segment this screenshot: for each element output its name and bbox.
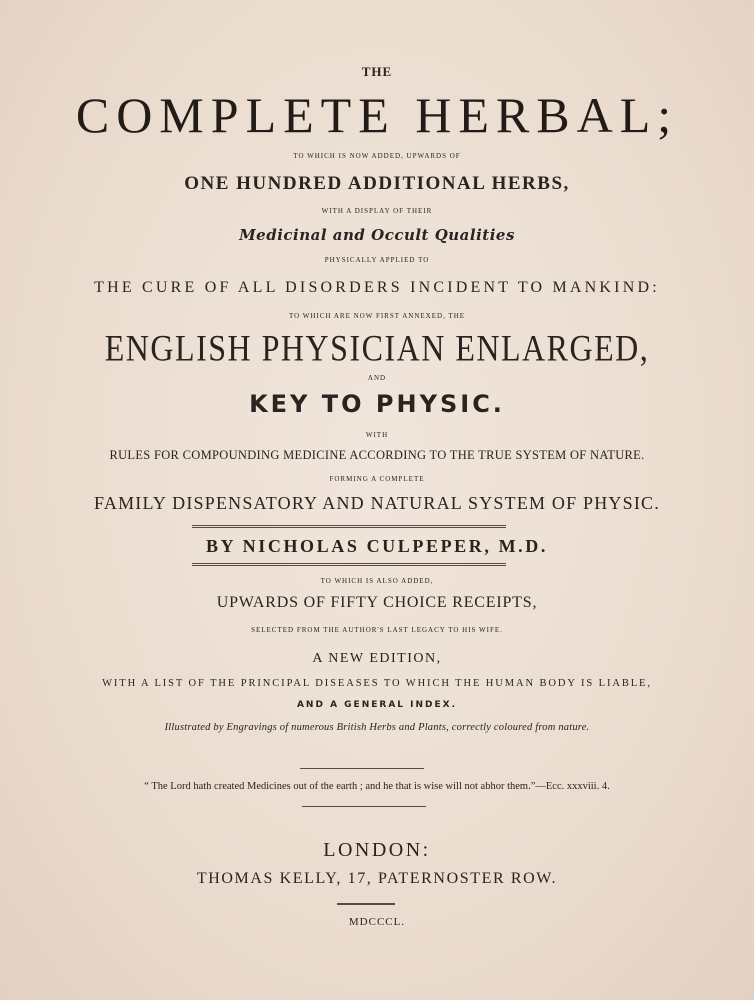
key-to-physic: KEY TO PHYSIC. [249,390,505,418]
title-the: THE [361,64,393,79]
dispensatory-line: FAMILY DISPENSATORY AND NATURAL SYSTEM OF PHYSIC. [94,493,660,513]
rule-above-year [337,903,395,905]
rules-line: RULES FOR COMPOUNDING MEDICINE ACCORDING TO THE TRUE SYSTEM OF NATURE. [109,448,645,462]
publisher-line: THOMAS KELLY, 17, PATERNOSTER ROW. [196,870,558,887]
author-line: BY NICHOLAS CULPEPER, M.D. [206,536,548,556]
forming-line: FORMING A COMPLETE [329,475,425,483]
rule-above-quote [300,768,424,769]
selected-line: SELECTED FROM THE AUTHOR'S LAST LEGACY TO HIS WIFE. [251,626,503,634]
edition-line: A NEW EDITION, [312,651,442,666]
rule-below-quote [302,806,426,807]
applied-to: PHYSICALLY APPLIED TO [324,256,430,264]
with-line: WITH [365,431,389,439]
annexed-line: TO WHICH ARE NOW FIRST ANNEXED, THE [288,312,466,320]
also-added: TO WHICH IS ALSO ADDED, [320,577,434,585]
index-line: AND A GENERAL INDEX. [296,700,458,710]
diseases-line: WITH A LIST OF THE PRINCIPAL DISEASES TO WHICH THE HUMAN BODY IS LIABLE, [102,678,652,689]
additional-herbs: ONE HUNDRED ADDITIONAL HERBS, [184,173,570,194]
quote-line: “ The Lord hath created Medicines out of the earth ; and he that is wise will not abhor them.”—Ecc. xxxviii. 4. [144,781,610,792]
rule-above-author [192,525,506,528]
cure-line: THE CURE OF ALL DISORDERS INCIDENT TO MANKIND: [94,279,660,296]
english-physician: ENGLISH PHYSICIAN ENLARGED, [104,327,650,369]
main-title: COMPLETE HERBAL; [75,87,679,143]
rule-below-author [192,563,506,566]
year-line: MDCCCL. [348,916,406,928]
and-line: AND [367,374,387,382]
receipts-line: UPWARDS OF FIFTY CHOICE RECEIPTS, [216,594,538,611]
city-line: LONDON: [323,839,431,861]
illustrated-line: Illustrated by Engravings of numerous British Herbs and Plants, correctly coloured from nature. [164,722,590,733]
subtitle-added: TO WHICH IS NOW ADDED, UPWARDS OF [293,152,461,160]
display-of: WITH A DISPLAY OF THEIR [321,207,433,215]
medicinal-qualities: Medicinal and Occult Qualities [239,226,515,244]
